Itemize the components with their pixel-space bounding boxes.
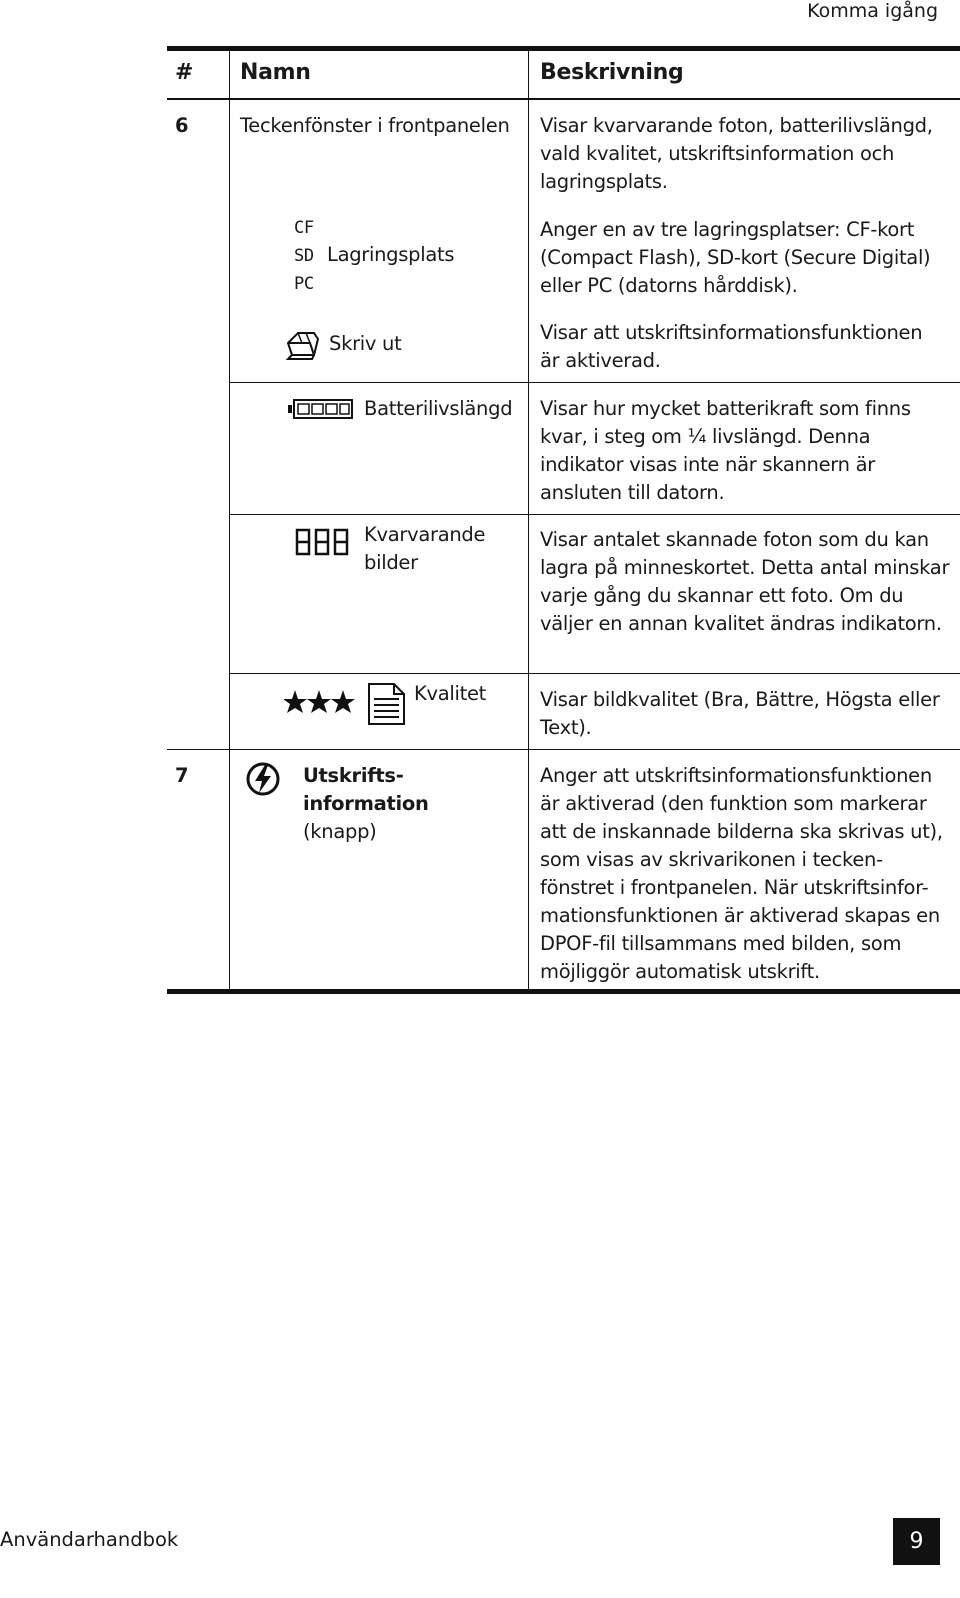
row-name-bold: Utskrifts-information bbox=[303, 764, 429, 815]
row-name: Batterilivslängd bbox=[364, 397, 513, 420]
row-divider bbox=[229, 514, 960, 515]
row-description: Visar bildkvalitet (Bra, Bättre, Högsta eller Text). bbox=[540, 688, 940, 739]
page-number: 9 bbox=[893, 1518, 940, 1565]
manual-title: Användarhandbok bbox=[0, 1528, 179, 1551]
row-number: 6 bbox=[175, 114, 189, 137]
row-divider bbox=[229, 673, 960, 674]
row-name: Teckenfönster i frontpanelen bbox=[240, 114, 510, 137]
row-description: Anger att utskriftsinformationsfunktionen är aktiverad (den funktion som markerar att de inskannade bilderna ska skrivas ut), som visas av skrivarikonen i tecken-fönstret i frontpanelen. När utskriftsinfor-mationsfunktionen är aktiverad skapas en DPOF-fil tillsammans med bilden, som möjliggör automatisk utskrift. bbox=[540, 764, 943, 983]
storage-code-pc: PC bbox=[294, 274, 314, 294]
header-rule bbox=[167, 98, 960, 100]
row-divider bbox=[229, 382, 960, 383]
row-divider bbox=[167, 749, 960, 750]
row-description: Visar att utskriftsinformationsfunktionen är aktiverad. bbox=[540, 321, 923, 372]
stars-document-icon bbox=[284, 682, 409, 726]
storage-code-sd: SD bbox=[294, 246, 314, 266]
col-header-num: # bbox=[175, 60, 194, 85]
row-name: Lagringsplats bbox=[327, 243, 455, 266]
row-name: Kvalitet bbox=[414, 682, 487, 705]
row-description: Visar hur mycket batterikraft som finns kvar, i steg om ¼ livslängd. Denna indikator visas inte när skannern är ansluten till datorn. bbox=[540, 397, 911, 504]
row-description: Anger en av tre lagringsplatser: CF-kort (Compact Flash), SD-kort (Secure Digital) eller PC (datorns hårddisk). bbox=[540, 218, 931, 297]
battery-icon bbox=[288, 399, 354, 419]
col-header-desc: Beskrivning bbox=[540, 60, 684, 85]
row-description: Visar antalet skannade foton som du kan lagra på minneskortet. Detta antal minskar varje gång du skannar ett foto. Om du väljer en annan kvalitet ändras indikatorn. bbox=[540, 528, 950, 635]
row-name-suffix: (knapp) bbox=[303, 820, 377, 843]
row-number: 7 bbox=[175, 764, 189, 787]
print-info-button-icon bbox=[245, 759, 281, 799]
table-bottom-rule bbox=[167, 989, 960, 994]
storage-code-cf: CF bbox=[294, 218, 314, 238]
section-header: Komma igång bbox=[807, 0, 938, 22]
printer-icon bbox=[284, 329, 324, 361]
table-top-rule bbox=[167, 46, 960, 51]
column-divider bbox=[229, 46, 230, 994]
seven-segment-icon bbox=[294, 528, 352, 556]
row-name: Skriv ut bbox=[329, 332, 402, 355]
column-divider bbox=[528, 46, 529, 994]
row-description: Visar kvarvarande foton, batterilivslängd, vald kvalitet, utskriftsinformation och lagringsplats. bbox=[540, 114, 933, 193]
row-name: Kvarvarande bilder bbox=[364, 523, 486, 574]
col-header-name: Namn bbox=[240, 60, 311, 85]
